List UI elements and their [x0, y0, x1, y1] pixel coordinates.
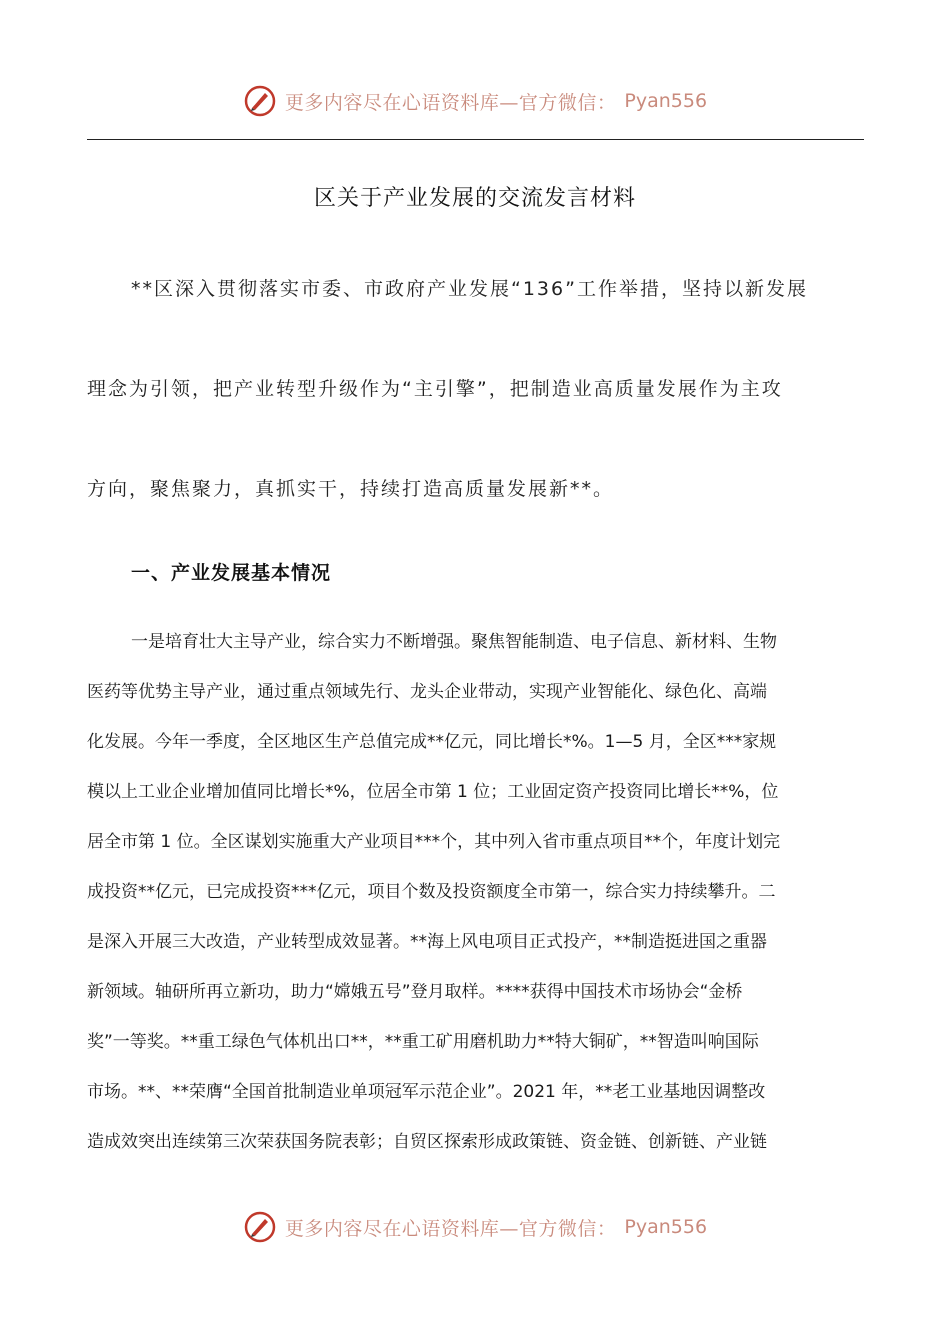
watermark-wechat-id: Pyan556	[624, 1216, 708, 1238]
intro-line: 理念为引领，把产业转型升级作为“主引擎”，把制造业高质量发展作为主攻	[87, 378, 783, 400]
body-line: 新领域。轴研所再立新功，助力“嫦娥五号”登月取样。****获得中国技术市场协会“金桥	[87, 982, 743, 1002]
body-line: 一是培育壮大主导产业，综合实力不断增强。聚焦智能制造、电子信息、新材料、生物	[131, 632, 777, 652]
body-line: 造成效突出连续第三次荣获国务院表彰；自贸区探索形成政策链、资金链、创新链、产业链	[87, 1132, 767, 1152]
body-line: 模以上工业企业增加值同比增长*%，位居全市第 1 位；工业固定资产投资同比增长**%，位	[87, 782, 779, 802]
header-divider	[87, 139, 864, 140]
intro-line: **区深入贯彻落实市委、市政府产业发展“136”工作举措，坚持以新发展	[131, 278, 808, 300]
header-watermark	[0, 84, 950, 118]
body-line: 是深入开展三大改造，产业转型成效显著。**海上风电项目正式投产，**制造挺进国之重器	[87, 932, 767, 952]
body-line: 市场。**、**荣膺“全国首批制造业单项冠军示范企业”。2021 年，**老工业基地因调整改	[87, 1082, 766, 1102]
footer-watermark	[0, 1210, 950, 1244]
library-logo-icon	[243, 84, 277, 118]
watermark-text: 更多内容尽在心语资料库—官方微信：	[284, 1217, 617, 1240]
document-title: 区关于产业发展的交流发言材料	[313, 186, 636, 211]
body-line: 居全市第 1 位。全区谋划实施重大产业项目***个，其中列入省市重点项目**个，年度计划完	[87, 832, 781, 852]
watermark-wechat-id: Pyan556	[624, 90, 708, 112]
intro-line: 方向，聚焦聚力，真抓实干，持续打造高质量发展新**。	[87, 478, 615, 500]
body-line: 医药等优势主导产业，通过重点领域先行、龙头企业带动，实现产业智能化、绿色化、高端	[87, 682, 767, 702]
body-line: 成投资**亿元，已完成投资***亿元，项目个数及投资额度全市第一，综合实力持续攀升。二	[87, 882, 776, 902]
library-logo-icon	[243, 1210, 277, 1244]
body-line: 奖”一等奖。**重工绿色气体机出口**，**重工矿用磨机助力**特大铜矿，**智造叫响国际	[87, 1032, 759, 1052]
section-heading: 一、产业发展基本情况	[131, 562, 332, 584]
body-line: 化发展。今年一季度，全区地区生产总值完成**亿元，同比增长*%。1—5 月，全区***家规	[87, 732, 777, 752]
watermark-text: 更多内容尽在心语资料库—官方微信：	[284, 91, 617, 114]
